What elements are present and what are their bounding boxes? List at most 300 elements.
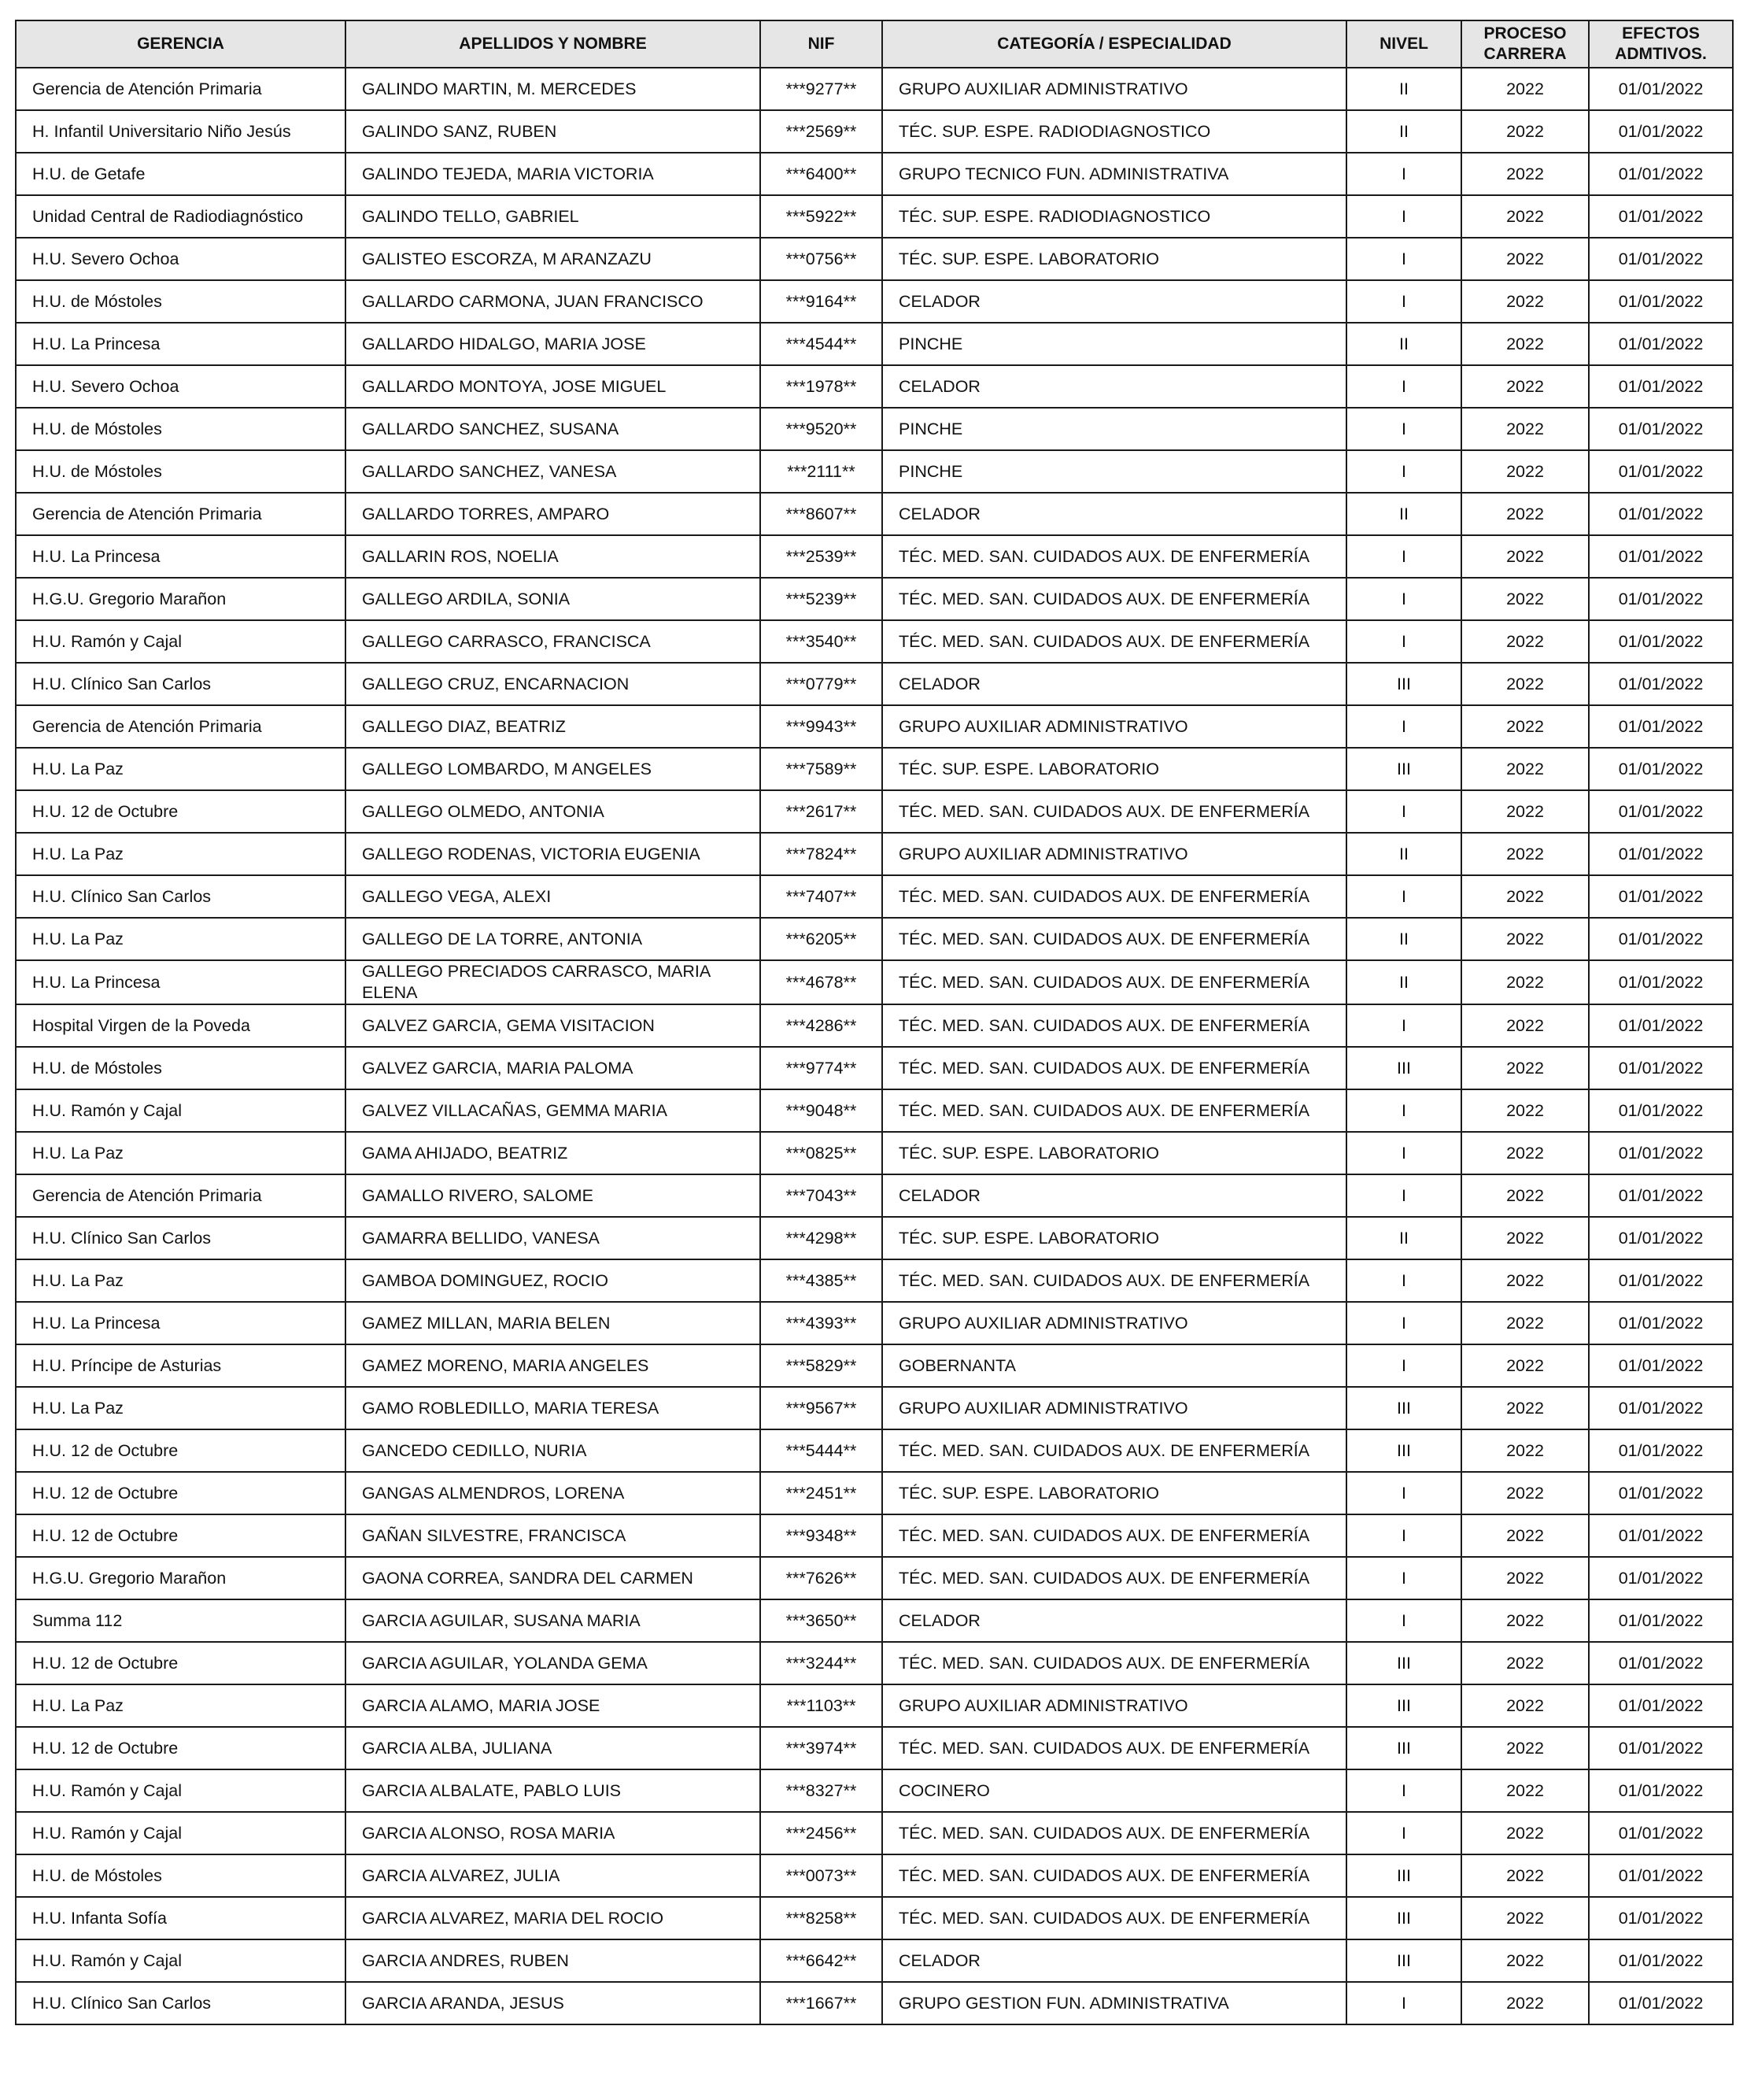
cell-categoria: TÉC. SUP. ESPE. LABORATORIO [882,748,1346,790]
table-row [16,620,1733,663]
cell-gerencia: H.U. Severo Ochoa [16,238,345,280]
cell-nivel: II [1346,493,1461,535]
table-row [16,1642,1733,1684]
cell-nif: ***0779** [760,663,882,705]
cell-categoria: TÉC. MED. SAN. CUIDADOS AUX. DE ENFERMERÍA [882,1812,1346,1854]
cell-categoria: GRUPO AUXILIAR ADMINISTRATIVO [882,68,1346,110]
cell-nivel: III [1346,1642,1461,1684]
cell-proceso-carrera: 2022 [1461,280,1589,323]
cell-categoria: TÉC. SUP. ESPE. LABORATORIO [882,238,1346,280]
cell-nivel: I [1346,238,1461,280]
cell-nif: ***9277** [760,68,882,110]
cell-gerencia: Unidad Central de Radiodiagnóstico [16,195,345,238]
cell-efectos-admtivos: 01/01/2022 [1589,280,1733,323]
cell-nif: ***9348** [760,1514,882,1557]
cell-gerencia: H.U. Ramón y Cajal [16,1939,345,1982]
cell-categoria: TÉC. SUP. ESPE. RADIODIAGNOSTICO [882,110,1346,153]
cell-nivel: III [1346,663,1461,705]
cell-gerencia: H.U. La Paz [16,833,345,875]
cell-efectos-admtivos: 01/01/2022 [1589,1174,1733,1217]
table-row [16,1174,1733,1217]
cell-nivel: I [1346,1004,1461,1047]
cell-categoria: CELADOR [882,365,1346,408]
cell-efectos-admtivos: 01/01/2022 [1589,195,1733,238]
table-row [16,280,1733,323]
cell-nif: ***2539** [760,535,882,578]
header-efectos-admtivos: EFECTOS ADMTIVOS. [1589,20,1733,68]
cell-categoria: CELADOR [882,1939,1346,1982]
cell-nif: ***1667** [760,1982,882,2024]
cell-nif: ***9048** [760,1089,882,1132]
cell-gerencia: H.U. La Paz [16,1132,345,1174]
cell-apellidos-nombre: GARCIA ARANDA, JESUS [345,1982,760,2024]
cell-nif: ***6205** [760,918,882,960]
cell-apellidos-nombre: GARCIA ALBA, JULIANA [345,1727,760,1769]
cell-efectos-admtivos: 01/01/2022 [1589,1514,1733,1557]
cell-nif: ***8258** [760,1897,882,1939]
cell-nif: ***9567** [760,1387,882,1429]
cell-gerencia: H.U. La Paz [16,1684,345,1727]
cell-categoria: TÉC. MED. SAN. CUIDADOS AUX. DE ENFERMERÍA [882,1089,1346,1132]
cell-categoria: TÉC. MED. SAN. CUIDADOS AUX. DE ENFERMERÍA [882,535,1346,578]
cell-efectos-admtivos: 01/01/2022 [1589,1557,1733,1599]
table-row [16,365,1733,408]
cell-nif: ***3974** [760,1727,882,1769]
cell-proceso-carrera: 2022 [1461,1599,1589,1642]
cell-gerencia: Summa 112 [16,1599,345,1642]
cell-nivel: I [1346,153,1461,195]
table-row [16,705,1733,748]
cell-nif: ***5922** [760,195,882,238]
cell-proceso-carrera: 2022 [1461,1727,1589,1769]
cell-nif: ***8327** [760,1769,882,1812]
cell-apellidos-nombre: GALVEZ GARCIA, GEMA VISITACION [345,1004,760,1047]
cell-nivel: III [1346,1939,1461,1982]
cell-efectos-admtivos: 01/01/2022 [1589,110,1733,153]
cell-gerencia: H.U. La Princesa [16,960,345,1004]
cell-efectos-admtivos: 01/01/2022 [1589,238,1733,280]
cell-categoria: TÉC. MED. SAN. CUIDADOS AUX. DE ENFERMERÍA [882,1897,1346,1939]
cell-apellidos-nombre: GARCIA AGUILAR, YOLANDA GEMA [345,1642,760,1684]
cell-apellidos-nombre: GAMARRA BELLIDO, VANESA [345,1217,760,1259]
cell-apellidos-nombre: GARCIA AGUILAR, SUSANA MARIA [345,1599,760,1642]
table-row [16,1132,1733,1174]
table-row [16,1897,1733,1939]
cell-efectos-admtivos: 01/01/2022 [1589,1004,1733,1047]
cell-proceso-carrera: 2022 [1461,1302,1589,1344]
header-row [16,20,1733,68]
cell-proceso-carrera: 2022 [1461,663,1589,705]
table-row [16,1684,1733,1727]
cell-nivel: I [1346,365,1461,408]
cell-apellidos-nombre: GALLARIN ROS, NOELIA [345,535,760,578]
cell-efectos-admtivos: 01/01/2022 [1589,1472,1733,1514]
cell-proceso-carrera: 2022 [1461,1429,1589,1472]
cell-gerencia: H.U. La Paz [16,1387,345,1429]
table-row [16,450,1733,493]
cell-gerencia: H.U. La Paz [16,748,345,790]
cell-efectos-admtivos: 01/01/2022 [1589,68,1733,110]
cell-efectos-admtivos: 01/01/2022 [1589,1854,1733,1897]
table-row [16,1557,1733,1599]
cell-proceso-carrera: 2022 [1461,1982,1589,2024]
cell-categoria: CELADOR [882,280,1346,323]
cell-nivel: III [1346,1387,1461,1429]
cell-proceso-carrera: 2022 [1461,1004,1589,1047]
cell-apellidos-nombre: GALLEGO PRECIADOS CARRASCO, MARIA ELENA [345,960,760,1004]
table-row [16,1939,1733,1982]
cell-proceso-carrera: 2022 [1461,1387,1589,1429]
cell-proceso-carrera: 2022 [1461,620,1589,663]
cell-nivel: II [1346,960,1461,1004]
cell-apellidos-nombre: GARCIA ANDRES, RUBEN [345,1939,760,1982]
cell-gerencia: H.U. 12 de Octubre [16,1429,345,1472]
cell-apellidos-nombre: GALLEGO DE LA TORRE, ANTONIA [345,918,760,960]
table-row [16,918,1733,960]
cell-efectos-admtivos: 01/01/2022 [1589,1769,1733,1812]
cell-nif: ***9520** [760,408,882,450]
cell-apellidos-nombre: GAÑAN SILVESTRE, FRANCISCA [345,1514,760,1557]
cell-nivel: I [1346,1599,1461,1642]
cell-efectos-admtivos: 01/01/2022 [1589,663,1733,705]
cell-efectos-admtivos: 01/01/2022 [1589,748,1733,790]
table-row [16,110,1733,153]
cell-apellidos-nombre: GALLEGO DIAZ, BEATRIZ [345,705,760,748]
cell-proceso-carrera: 2022 [1461,918,1589,960]
table-row [16,323,1733,365]
cell-nivel: II [1346,1217,1461,1259]
cell-apellidos-nombre: GARCIA ALONSO, ROSA MARIA [345,1812,760,1854]
cell-apellidos-nombre: GALISTEO ESCORZA, M ARANZAZU [345,238,760,280]
cell-efectos-admtivos: 01/01/2022 [1589,1089,1733,1132]
table-row [16,1344,1733,1387]
cell-nif: ***7043** [760,1174,882,1217]
cell-apellidos-nombre: GALINDO SANZ, RUBEN [345,110,760,153]
cell-efectos-admtivos: 01/01/2022 [1589,1684,1733,1727]
cell-categoria: GRUPO AUXILIAR ADMINISTRATIVO [882,833,1346,875]
cell-gerencia: H.U. 12 de Octubre [16,1514,345,1557]
cell-nivel: I [1346,1557,1461,1599]
cell-nif: ***3650** [760,1599,882,1642]
cell-gerencia: H.U. 12 de Octubre [16,1727,345,1769]
cell-categoria: GRUPO AUXILIAR ADMINISTRATIVO [882,705,1346,748]
table-row [16,578,1733,620]
cell-categoria: TÉC. MED. SAN. CUIDADOS AUX. DE ENFERMERÍA [882,578,1346,620]
cell-categoria: TÉC. MED. SAN. CUIDADOS AUX. DE ENFERMERÍA [882,1557,1346,1599]
cell-proceso-carrera: 2022 [1461,1854,1589,1897]
table-row [16,663,1733,705]
cell-nivel: III [1346,748,1461,790]
cell-nivel: I [1346,705,1461,748]
cell-nivel: I [1346,578,1461,620]
cell-gerencia: H. Infantil Universitario Niño Jesús [16,110,345,153]
cell-gerencia: H.U. de Getafe [16,153,345,195]
cell-gerencia: H.U. Infanta Sofía [16,1897,345,1939]
cell-categoria: PINCHE [882,450,1346,493]
table-row [16,408,1733,450]
cell-categoria: TÉC. MED. SAN. CUIDADOS AUX. DE ENFERMERÍA [882,1004,1346,1047]
cell-categoria: TÉC. MED. SAN. CUIDADOS AUX. DE ENFERMERÍA [882,1047,1346,1089]
cell-efectos-admtivos: 01/01/2022 [1589,535,1733,578]
cell-nivel: I [1346,790,1461,833]
cell-efectos-admtivos: 01/01/2022 [1589,875,1733,918]
cell-nif: ***6400** [760,153,882,195]
cell-efectos-admtivos: 01/01/2022 [1589,365,1733,408]
cell-proceso-carrera: 2022 [1461,1557,1589,1599]
cell-categoria: GRUPO AUXILIAR ADMINISTRATIVO [882,1302,1346,1344]
cell-gerencia: H.U. La Princesa [16,323,345,365]
table-row [16,1854,1733,1897]
cell-apellidos-nombre: GALINDO MARTIN, M. MERCEDES [345,68,760,110]
table-body [16,68,1733,2024]
cell-nif: ***7824** [760,833,882,875]
cell-categoria: TÉC. MED. SAN. CUIDADOS AUX. DE ENFERMERÍA [882,918,1346,960]
cell-proceso-carrera: 2022 [1461,110,1589,153]
cell-apellidos-nombre: GALLARDO CARMONA, JUAN FRANCISCO [345,280,760,323]
cell-efectos-admtivos: 01/01/2022 [1589,1344,1733,1387]
cell-apellidos-nombre: GALINDO TEJEDA, MARIA VICTORIA [345,153,760,195]
cell-nif: ***0073** [760,1854,882,1897]
cell-nivel: III [1346,1684,1461,1727]
cell-nif: ***2569** [760,110,882,153]
table-row [16,493,1733,535]
cell-efectos-admtivos: 01/01/2022 [1589,1599,1733,1642]
cell-gerencia: H.U. de Móstoles [16,1854,345,1897]
cell-nif: ***6642** [760,1939,882,1982]
cell-proceso-carrera: 2022 [1461,1344,1589,1387]
cell-nif: ***9943** [760,705,882,748]
header-gerencia: GERENCIA [16,20,345,68]
cell-nif: ***7626** [760,1557,882,1599]
table-row [16,1514,1733,1557]
table-row [16,195,1733,238]
cell-efectos-admtivos: 01/01/2022 [1589,1727,1733,1769]
cell-efectos-admtivos: 01/01/2022 [1589,1812,1733,1854]
cell-proceso-carrera: 2022 [1461,535,1589,578]
cell-gerencia: H.U. La Princesa [16,535,345,578]
cell-nif: ***4286** [760,1004,882,1047]
cell-categoria: GRUPO AUXILIAR ADMINISTRATIVO [882,1684,1346,1727]
cell-categoria: GRUPO AUXILIAR ADMINISTRATIVO [882,1387,1346,1429]
cell-efectos-admtivos: 01/01/2022 [1589,705,1733,748]
cell-proceso-carrera: 2022 [1461,68,1589,110]
table-header [16,20,1733,68]
cell-gerencia: H.U. de Móstoles [16,450,345,493]
table-row [16,1302,1733,1344]
cell-nivel: III [1346,1727,1461,1769]
cell-apellidos-nombre: GARCIA ALVAREZ, MARIA DEL ROCIO [345,1897,760,1939]
cell-categoria: TÉC. MED. SAN. CUIDADOS AUX. DE ENFERMERÍA [882,875,1346,918]
cell-efectos-admtivos: 01/01/2022 [1589,1939,1733,1982]
cell-nivel: I [1346,408,1461,450]
cell-gerencia: H.U. 12 de Octubre [16,1642,345,1684]
cell-gerencia: H.U. La Princesa [16,1302,345,1344]
cell-gerencia: H.U. 12 de Octubre [16,1472,345,1514]
cell-proceso-carrera: 2022 [1461,875,1589,918]
cell-nif: ***9774** [760,1047,882,1089]
cell-nif: ***2456** [760,1812,882,1854]
cell-gerencia: H.U. Príncipe de Asturias [16,1344,345,1387]
cell-efectos-admtivos: 01/01/2022 [1589,1642,1733,1684]
cell-nif: ***8607** [760,493,882,535]
cell-efectos-admtivos: 01/01/2022 [1589,833,1733,875]
cell-proceso-carrera: 2022 [1461,1472,1589,1514]
cell-proceso-carrera: 2022 [1461,1939,1589,1982]
cell-proceso-carrera: 2022 [1461,833,1589,875]
header-nif: NIF [760,20,882,68]
cell-gerencia: Gerencia de Atención Primaria [16,1174,345,1217]
table-row [16,1004,1733,1047]
cell-apellidos-nombre: GAMEZ MORENO, MARIA ANGELES [345,1344,760,1387]
cell-nivel: I [1346,1812,1461,1854]
table-row [16,833,1733,875]
table-row [16,1769,1733,1812]
cell-nivel: I [1346,1259,1461,1302]
cell-proceso-carrera: 2022 [1461,1047,1589,1089]
cell-apellidos-nombre: GALVEZ VILLACAÑAS, GEMMA MARIA [345,1089,760,1132]
cell-apellidos-nombre: GALLEGO CARRASCO, FRANCISCA [345,620,760,663]
cell-categoria: TÉC. SUP. ESPE. LABORATORIO [882,1132,1346,1174]
cell-proceso-carrera: 2022 [1461,1132,1589,1174]
cell-gerencia: Gerencia de Atención Primaria [16,68,345,110]
cell-categoria: TÉC. MED. SAN. CUIDADOS AUX. DE ENFERMERÍA [882,1514,1346,1557]
cell-apellidos-nombre: GALLEGO LOMBARDO, M ANGELES [345,748,760,790]
cell-nivel: I [1346,1089,1461,1132]
cell-efectos-admtivos: 01/01/2022 [1589,1217,1733,1259]
cell-apellidos-nombre: GAMA AHIJADO, BEATRIZ [345,1132,760,1174]
cell-apellidos-nombre: GALLEGO ARDILA, SONIA [345,578,760,620]
cell-apellidos-nombre: GAONA CORREA, SANDRA DEL CARMEN [345,1557,760,1599]
cell-efectos-admtivos: 01/01/2022 [1589,578,1733,620]
cell-nif: ***0825** [760,1132,882,1174]
cell-apellidos-nombre: GANCEDO CEDILLO, NURIA [345,1429,760,1472]
table-row [16,535,1733,578]
cell-nivel: I [1346,1514,1461,1557]
cell-nif: ***4678** [760,960,882,1004]
career-process-table [15,20,1734,2025]
cell-efectos-admtivos: 01/01/2022 [1589,1047,1733,1089]
cell-categoria: TÉC. MED. SAN. CUIDADOS AUX. DE ENFERMERÍA [882,1642,1346,1684]
cell-categoria: PINCHE [882,323,1346,365]
cell-apellidos-nombre: GALLEGO CRUZ, ENCARNACION [345,663,760,705]
cell-nivel: II [1346,68,1461,110]
cell-categoria: TÉC. SUP. ESPE. RADIODIAGNOSTICO [882,195,1346,238]
cell-nivel: I [1346,1769,1461,1812]
cell-efectos-admtivos: 01/01/2022 [1589,1387,1733,1429]
cell-apellidos-nombre: GALLEGO VEGA, ALEXI [345,875,760,918]
cell-categoria: TÉC. MED. SAN. CUIDADOS AUX. DE ENFERMERÍA [882,960,1346,1004]
cell-nif: ***4393** [760,1302,882,1344]
cell-apellidos-nombre: GALLARDO SANCHEZ, VANESA [345,450,760,493]
cell-categoria: TÉC. MED. SAN. CUIDADOS AUX. DE ENFERMERÍA [882,1259,1346,1302]
cell-efectos-admtivos: 01/01/2022 [1589,1982,1733,2024]
cell-categoria: GRUPO GESTION FUN. ADMINISTRATIVA [882,1982,1346,2024]
cell-nivel: I [1346,620,1461,663]
cell-proceso-carrera: 2022 [1461,493,1589,535]
cell-proceso-carrera: 2022 [1461,960,1589,1004]
table-row [16,1472,1733,1514]
header-categoria: CATEGORÍA / ESPECIALIDAD [882,20,1346,68]
cell-proceso-carrera: 2022 [1461,748,1589,790]
cell-apellidos-nombre: GALLEGO RODENAS, VICTORIA EUGENIA [345,833,760,875]
cell-gerencia: Gerencia de Atención Primaria [16,493,345,535]
cell-efectos-admtivos: 01/01/2022 [1589,408,1733,450]
cell-proceso-carrera: 2022 [1461,408,1589,450]
cell-apellidos-nombre: GALVEZ GARCIA, MARIA PALOMA [345,1047,760,1089]
cell-gerencia: H.G.U. Gregorio Marañon [16,1557,345,1599]
cell-proceso-carrera: 2022 [1461,195,1589,238]
cell-nivel: II [1346,110,1461,153]
cell-nif: ***3540** [760,620,882,663]
cell-nivel: I [1346,535,1461,578]
cell-apellidos-nombre: GARCIA ALAMO, MARIA JOSE [345,1684,760,1727]
cell-proceso-carrera: 2022 [1461,365,1589,408]
cell-gerencia: H.U. de Móstoles [16,1047,345,1089]
cell-proceso-carrera: 2022 [1461,1514,1589,1557]
table-row [16,1217,1733,1259]
cell-proceso-carrera: 2022 [1461,790,1589,833]
table-row [16,1089,1733,1132]
table-row [16,1047,1733,1089]
table-row [16,960,1733,1004]
cell-apellidos-nombre: GALLARDO HIDALGO, MARIA JOSE [345,323,760,365]
table-row [16,1727,1733,1769]
cell-efectos-admtivos: 01/01/2022 [1589,153,1733,195]
cell-nivel: I [1346,280,1461,323]
cell-categoria: TÉC. MED. SAN. CUIDADOS AUX. DE ENFERMERÍA [882,1727,1346,1769]
cell-apellidos-nombre: GAMO ROBLEDILLO, MARIA TERESA [345,1387,760,1429]
table-row [16,1429,1733,1472]
table-row [16,238,1733,280]
cell-categoria: TÉC. MED. SAN. CUIDADOS AUX. DE ENFERMERÍA [882,790,1346,833]
cell-categoria: CELADOR [882,493,1346,535]
cell-nivel: III [1346,1897,1461,1939]
cell-nivel: II [1346,323,1461,365]
cell-nif: ***2451** [760,1472,882,1514]
cell-nivel: I [1346,1174,1461,1217]
cell-gerencia: H.U. La Paz [16,1259,345,1302]
cell-proceso-carrera: 2022 [1461,1897,1589,1939]
table-row [16,1259,1733,1302]
cell-efectos-admtivos: 01/01/2022 [1589,1302,1733,1344]
cell-nif: ***0756** [760,238,882,280]
cell-proceso-carrera: 2022 [1461,705,1589,748]
cell-categoria: TÉC. MED. SAN. CUIDADOS AUX. DE ENFERMERÍA [882,620,1346,663]
header-apellidos-nombre: APELLIDOS Y NOMBRE [345,20,760,68]
cell-nivel: I [1346,1982,1461,2024]
table-row [16,153,1733,195]
cell-gerencia: H.U. Clínico San Carlos [16,663,345,705]
cell-categoria: TÉC. SUP. ESPE. LABORATORIO [882,1472,1346,1514]
cell-proceso-carrera: 2022 [1461,323,1589,365]
cell-gerencia: H.U. de Móstoles [16,280,345,323]
cell-nif: ***7589** [760,748,882,790]
table-row [16,748,1733,790]
cell-nif: ***2617** [760,790,882,833]
cell-gerencia: H.U. Severo Ochoa [16,365,345,408]
cell-proceso-carrera: 2022 [1461,1642,1589,1684]
cell-apellidos-nombre: GARCIA ALVAREZ, JULIA [345,1854,760,1897]
cell-categoria: CELADOR [882,663,1346,705]
table-row [16,1599,1733,1642]
cell-categoria: TÉC. SUP. ESPE. LABORATORIO [882,1217,1346,1259]
cell-apellidos-nombre: GALLARDO TORRES, AMPARO [345,493,760,535]
cell-gerencia: H.U. de Móstoles [16,408,345,450]
cell-nivel: I [1346,1472,1461,1514]
header-nivel: NIVEL [1346,20,1461,68]
cell-gerencia: H.U. Clínico San Carlos [16,875,345,918]
cell-proceso-carrera: 2022 [1461,1684,1589,1727]
